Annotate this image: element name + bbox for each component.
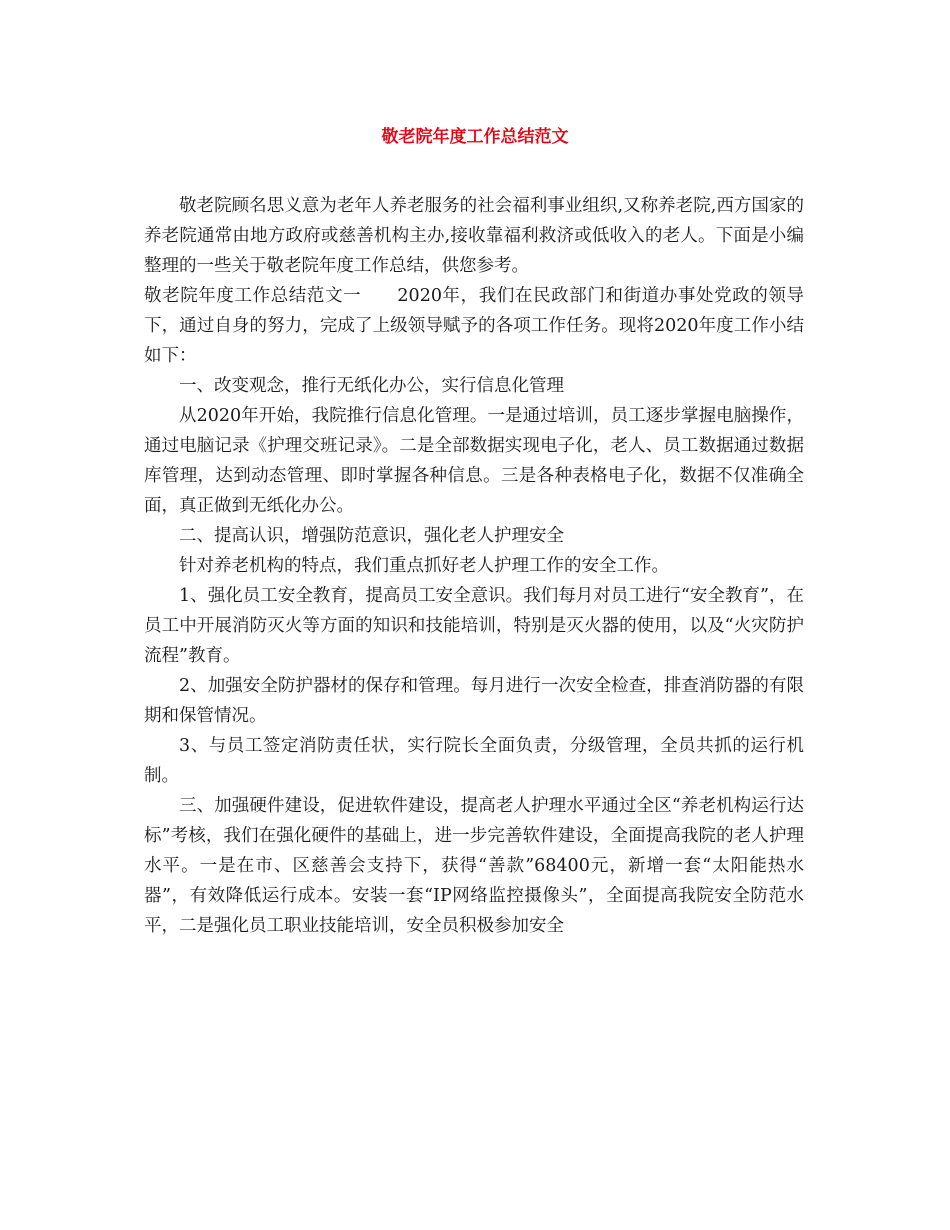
body-paragraph: 2、加强安全防护器材的保存和管理。每月进行一次安全检查，排查消防器的有限期和保管情况。 (144, 676, 804, 726)
body-paragraph: 从2020年开始，我院推行信息化管理。一是通过培训，员工逐步掌握电脑操作，通过电脑记录《护理交班记录》。二是全部数据实现电子化，老人、员工数据通过数据库管理，达到动态管理、即时掌握各种信息。三是各种表格电子化，数据不仅准确全面，真正做到无纸化办公。 (144, 406, 804, 516)
body-paragraph: 1、强化员工安全教育，提高员工安全意识。我们每月对员工进行“安全教育”，在员工中开展消防灭火等方面的知识和技能培训，特别是灭火器的使用，以及“火灾防护流程”教育。 (144, 586, 804, 666)
body-paragraph: 3、与员工签定消防责任状，实行院长全面负责，分级管理，全员共抓的运行机制。 (144, 736, 804, 786)
document-body (144, 191, 804, 941)
document-title: 敬老院年度工作总结范文 (381, 127, 569, 147)
body-paragraph: 敬老院顾名思义意为老年人养老服务的社会福利事业组织,又称养老院,西方国家的养老院通常由地方政府或慈善机构主办,接收靠福利救济或低收入的老人。下面是小编整理的一些关于敬老院年度工作总结，供您参考。 (144, 196, 804, 276)
body-paragraph: 敬老院年度工作总结范文一 2020年，我们在民政部门和街道办事处党政的领导下，通过自身的努力，完成了上级领导赋予的各项工作任务。现将2020年度工作小结如下： (144, 286, 804, 366)
body-paragraph: 一、改变观念，推行无纸化办公，实行信息化管理 (179, 376, 564, 396)
body-paragraph: 针对养老机构的特点，我们重点抓好老人护理工作的安全工作。 (179, 556, 669, 576)
body-paragraph: 三、加强硬件建设，促进软件建设，提高老人护理水平通过全区“养老机构运行达标”考核，我们在强化硬件的基础上，进一步完善软件建设，全面提高我院的老人护理水平。一是在市、区慈善会支持下，获得“善款”68400元，新增一套“太阳能热水器”，有效降低运行成本。安装一套“IP网络监控摄像头”，全面提高我院安全防范水平，二是强化员工职业技能培训，安全员积极参加安全 (144, 796, 804, 936)
body-paragraph: 二、提高认识，增强防范意识，强化老人护理安全 (179, 526, 564, 546)
